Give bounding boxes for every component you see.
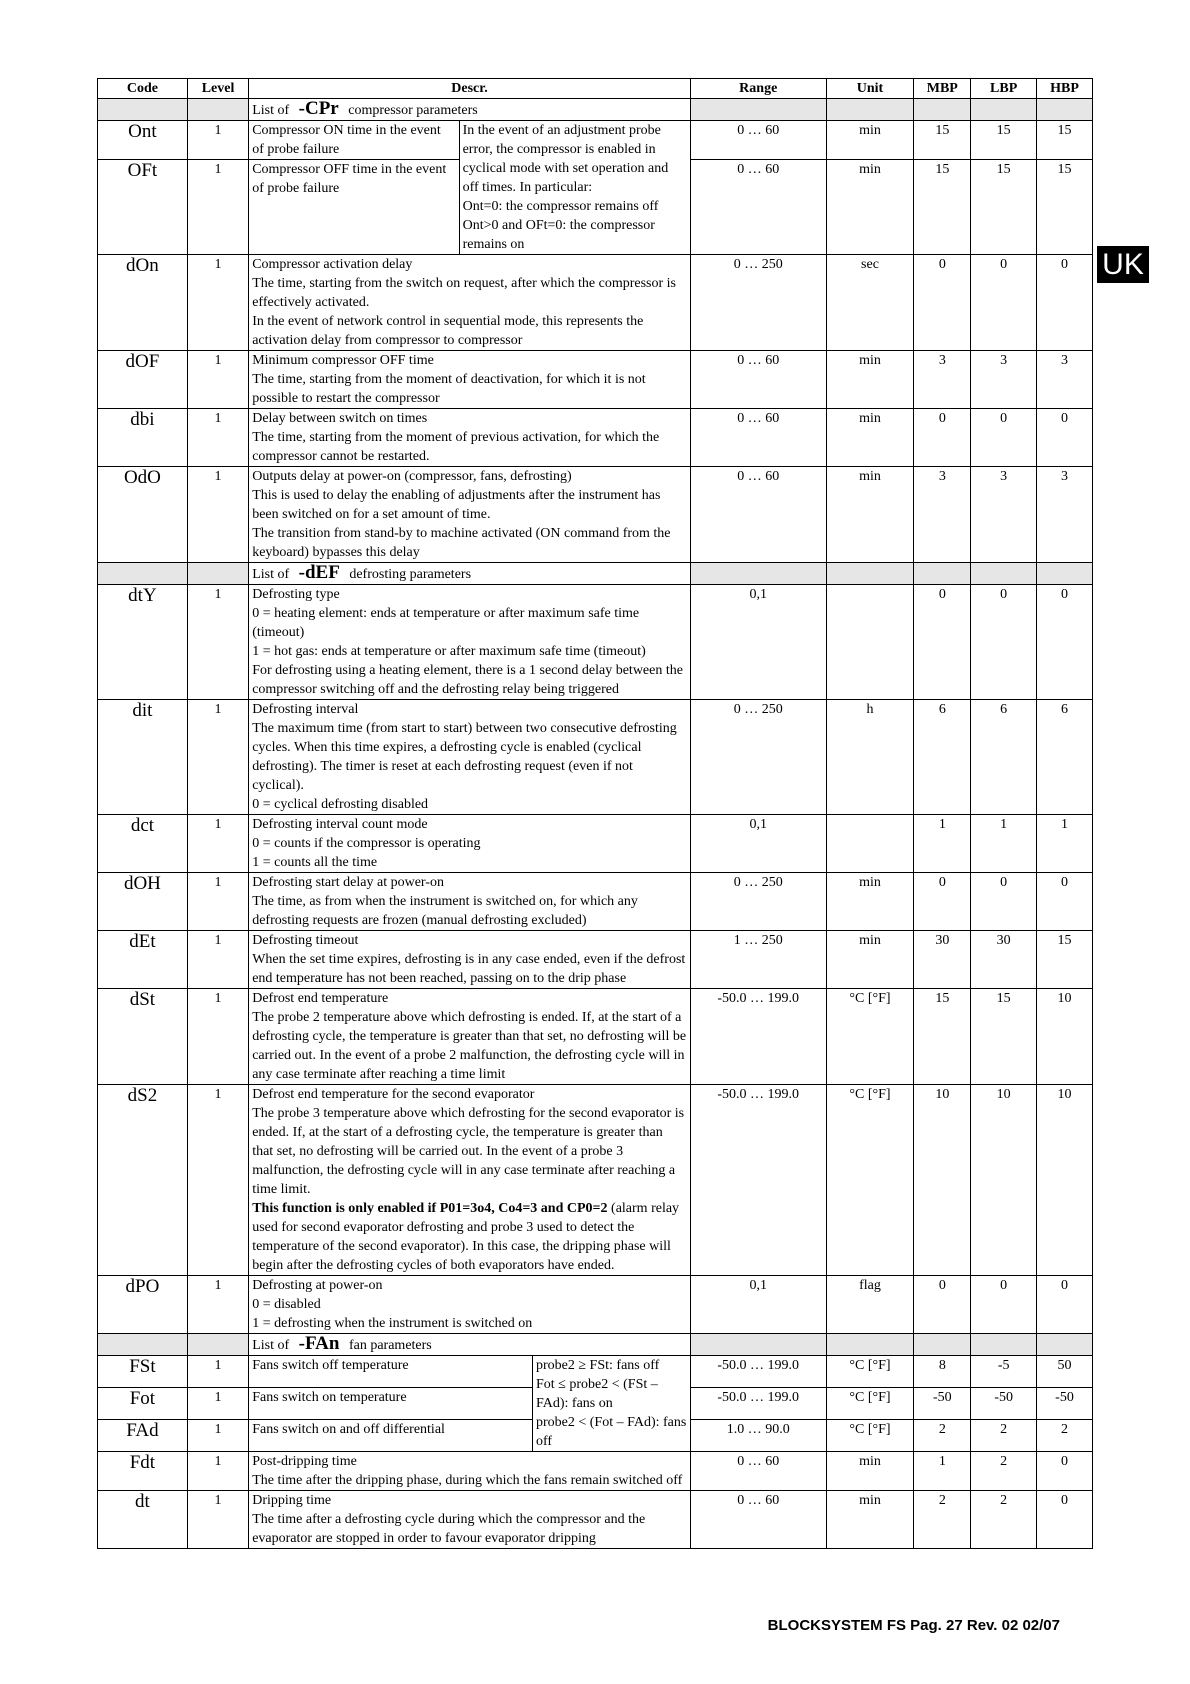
param-hbp: 10 [1037, 989, 1093, 1085]
param-descr: Outputs delay at power-on (compressor, fans, defrosting) This is used to delay the enabling of adjustments after the instrument has been switched on for a set amount of time. The transition from stand-by to machine activated (ON command from the keyboard) bypasses this delay [249, 467, 691, 563]
param-range: 0 … 60 [690, 409, 826, 467]
param-range: 0 … 250 [690, 873, 826, 931]
param-descr: Defrosting interval The maximum time (from start to start) between two consecutive defrosting cycles. When this time expires, a defrosting cycle is enabled (cyclical defrosting). The timer is reset at each defrosting request (even if not cyclical). 0 = cyclical defrosting disabled [249, 700, 691, 815]
param-row-OdO [98, 467, 1093, 563]
param-code: dtY [98, 585, 188, 700]
param-code: dOF [98, 351, 188, 409]
param-unit: min [826, 160, 914, 255]
param-code: dOn [98, 255, 188, 351]
param-descr: Post-dripping time The time after the dripping phase, during which the fans remain switched off [249, 1452, 691, 1491]
group-header-def [98, 563, 1093, 585]
param-range: 0 … 60 [690, 121, 826, 160]
param-hbp: -50 [1037, 1388, 1093, 1420]
col-level: Level [187, 79, 248, 99]
param-hbp: 3 [1037, 351, 1093, 409]
param-code: dSt [98, 989, 188, 1085]
param-lbp: 3 [971, 467, 1037, 563]
param-descr: Fans switch off temperature [249, 1356, 533, 1388]
param-lbp: 2 [971, 1491, 1037, 1549]
param-range: -50.0 … 199.0 [690, 1388, 826, 1420]
param-mbp: 2 [914, 1420, 971, 1452]
param-mbp: 3 [914, 351, 971, 409]
param-code: OFt [98, 160, 188, 255]
param-level: 1 [187, 1420, 248, 1452]
param-row-dit [98, 700, 1093, 815]
param-level: 1 [187, 700, 248, 815]
param-mbp: 10 [914, 1085, 971, 1276]
param-hbp: 0 [1037, 585, 1093, 700]
shared-note-fans: probe2 ≥ FSt: fans off Fot ≤ probe2 < (FSt – FAd): fans on probe2 < (Fot – FAd): fans off [533, 1356, 691, 1452]
param-lbp: 0 [971, 255, 1037, 351]
param-level: 1 [187, 409, 248, 467]
param-descr: Defrosting at power-on 0 = disabled 1 = defrosting when the instrument is switched on [249, 1276, 691, 1334]
param-level: 1 [187, 1085, 248, 1276]
group-title: List of -dEF defrosting parameters [249, 563, 691, 585]
param-unit: min [826, 351, 914, 409]
param-unit: min [826, 467, 914, 563]
param-hbp: 50 [1037, 1356, 1093, 1388]
param-range: -50.0 … 199.0 [690, 1085, 826, 1276]
param-range: 0 … 60 [690, 467, 826, 563]
param-descr: Defrost end temperature The probe 2 temperature above which defrosting is ended. If, at the start of a defrosting cycle, the temperature is greater than that set, no defrosting will be carried out. In the event of a probe 2 malfunction, the defrosting cycle will in any case terminate after reaching a time limit [249, 989, 691, 1085]
param-hbp: 2 [1037, 1420, 1093, 1452]
param-hbp: 1 [1037, 815, 1093, 873]
param-hbp: 15 [1037, 931, 1093, 989]
param-row-dOF [98, 351, 1093, 409]
param-descr: Defrosting type 0 = heating element: ends at temperature or after maximum safe time (timeout) 1 = hot gas: ends at temperature or after maximum safe time (timeout) For defrosting using a heating element, there is a 1 second delay between the compressor switching off and the defrosting relay being triggered [249, 585, 691, 700]
param-lbp: 30 [971, 931, 1037, 989]
param-mbp: 0 [914, 409, 971, 467]
param-unit: °C [°F] [826, 1085, 914, 1276]
param-lbp: 15 [971, 121, 1037, 160]
param-range: 0 … 60 [690, 160, 826, 255]
param-code: Fot [98, 1388, 188, 1420]
param-mbp: 0 [914, 1276, 971, 1334]
param-unit: min [826, 121, 914, 160]
param-hbp: 15 [1037, 160, 1093, 255]
param-row-dOH [98, 873, 1093, 931]
param-mbp: 1 [914, 1452, 971, 1491]
param-code: dt [98, 1491, 188, 1549]
param-level: 1 [187, 1452, 248, 1491]
param-row-Fdt [98, 1452, 1093, 1491]
param-descr: Fans switch on and off differential [249, 1420, 533, 1452]
param-hbp: 6 [1037, 700, 1093, 815]
param-descr: Dripping time The time after a defrosting cycle during which the compressor and the evaporator are stopped in order to favour evaporator dripping [249, 1491, 691, 1549]
param-range: 0 … 60 [690, 1491, 826, 1549]
param-unit: flag [826, 1276, 914, 1334]
param-lbp: 2 [971, 1420, 1037, 1452]
col-range: Range [690, 79, 826, 99]
param-lbp: -50 [971, 1388, 1037, 1420]
param-level: 1 [187, 815, 248, 873]
param-lbp: 6 [971, 700, 1037, 815]
group-header-fan [98, 1334, 1093, 1356]
param-code: dS2 [98, 1085, 188, 1276]
param-unit: min [826, 409, 914, 467]
param-lbp: 1 [971, 815, 1037, 873]
col-hbp: HBP [1037, 79, 1093, 99]
param-range: 0,1 [690, 1276, 826, 1334]
param-mbp: 0 [914, 585, 971, 700]
param-unit: °C [°F] [826, 1356, 914, 1388]
param-row-dct [98, 815, 1093, 873]
param-lbp: 0 [971, 585, 1037, 700]
param-row-dEt [98, 931, 1093, 989]
shared-note-ont-oft: In the event of an adjustment probe error, the compressor is enabled in cyclical mode with set operation and off times. In particular: Ont=0: the compressor remains off Ont>0 and OFt=0: the compressor remains on [459, 121, 690, 255]
param-row-FSt [98, 1356, 1093, 1388]
param-mbp: 15 [914, 989, 971, 1085]
param-level: 1 [187, 931, 248, 989]
param-range: 0 … 60 [690, 1452, 826, 1491]
param-level: 1 [187, 1388, 248, 1420]
param-hbp: 0 [1037, 1276, 1093, 1334]
param-code: OdO [98, 467, 188, 563]
param-descr: Compressor OFF time in the event of probe failure [249, 160, 459, 255]
param-row-dtY [98, 585, 1093, 700]
col-mbp: MBP [914, 79, 971, 99]
param-code: dPO [98, 1276, 188, 1334]
param-unit [826, 585, 914, 700]
param-level: 1 [187, 160, 248, 255]
param-lbp: 10 [971, 1085, 1037, 1276]
param-hbp: 0 [1037, 409, 1093, 467]
param-range: -50.0 … 199.0 [690, 1356, 826, 1388]
param-row-dS2 [98, 1085, 1093, 1276]
param-range: 1.0 … 90.0 [690, 1420, 826, 1452]
param-code: FAd [98, 1420, 188, 1452]
param-code: Ont [98, 121, 188, 160]
language-tab: UK [1097, 246, 1149, 283]
param-unit: h [826, 700, 914, 815]
group-title: List of -FAn fan parameters [249, 1334, 691, 1356]
param-lbp: 3 [971, 351, 1037, 409]
col-descr: Descr. [249, 79, 691, 99]
group-title: List of -CPr compressor parameters [249, 99, 691, 121]
param-hbp: 15 [1037, 121, 1093, 160]
param-mbp: 3 [914, 467, 971, 563]
param-range: 0,1 [690, 585, 826, 700]
param-row-dPO [98, 1276, 1093, 1334]
param-unit: min [826, 873, 914, 931]
param-descr: Defrosting interval count mode 0 = counts if the compressor is operating 1 = counts all the time [249, 815, 691, 873]
param-mbp: 15 [914, 121, 971, 160]
param-code: dct [98, 815, 188, 873]
param-unit: min [826, 1452, 914, 1491]
param-mbp: 2 [914, 1491, 971, 1549]
param-mbp: 0 [914, 873, 971, 931]
param-code: Fdt [98, 1452, 188, 1491]
param-level: 1 [187, 467, 248, 563]
param-range: 0 … 60 [690, 351, 826, 409]
param-code: dit [98, 700, 188, 815]
param-unit: °C [°F] [826, 1388, 914, 1420]
param-descr: Defrosting timeout When the set time expires, defrosting is in any case ended, even if the defrost end temperature has not been reached, passing on to the drip phase [249, 931, 691, 989]
param-lbp: 0 [971, 1276, 1037, 1334]
param-descr: Compressor ON time in the event of probe failure [249, 121, 459, 160]
param-level: 1 [187, 121, 248, 160]
parameter-table [97, 78, 1093, 1549]
param-hbp: 0 [1037, 873, 1093, 931]
param-lbp: -5 [971, 1356, 1037, 1388]
param-level: 1 [187, 989, 248, 1085]
param-row-dSt [98, 989, 1093, 1085]
param-descr: Fans switch on temperature [249, 1388, 533, 1420]
col-code: Code [98, 79, 188, 99]
param-hbp: 0 [1037, 1452, 1093, 1491]
param-hbp: 0 [1037, 255, 1093, 351]
param-unit: min [826, 931, 914, 989]
param-unit [826, 815, 914, 873]
param-mbp: -50 [914, 1388, 971, 1420]
group-header-cpr [98, 99, 1093, 121]
param-code: dbi [98, 409, 188, 467]
param-descr: Defrosting start delay at power-on The time, as from when the instrument is switched on, for which any defrosting requests are frozen (manual defrosting excluded) [249, 873, 691, 931]
param-level: 1 [187, 351, 248, 409]
param-lbp: 15 [971, 989, 1037, 1085]
param-range: 1 … 250 [690, 931, 826, 989]
param-unit: min [826, 1491, 914, 1549]
param-level: 1 [187, 585, 248, 700]
param-row-dOn [98, 255, 1093, 351]
param-unit: °C [°F] [826, 989, 914, 1085]
param-lbp: 0 [971, 873, 1037, 931]
param-level: 1 [187, 1276, 248, 1334]
param-mbp: 8 [914, 1356, 971, 1388]
param-hbp: 10 [1037, 1085, 1093, 1276]
param-mbp: 30 [914, 931, 971, 989]
param-level: 1 [187, 1491, 248, 1549]
param-range: 0,1 [690, 815, 826, 873]
param-level: 1 [187, 873, 248, 931]
param-unit: °C [°F] [826, 1420, 914, 1452]
page-footer: BLOCKSYSTEM FS Pag. 27 Rev. 02 02/07 [767, 1617, 1060, 1634]
param-range: 0 … 250 [690, 700, 826, 815]
param-level: 1 [187, 255, 248, 351]
param-descr: Minimum compressor OFF time The time, starting from the moment of deactivation, for which it is not possible to restart the compressor [249, 351, 691, 409]
param-code: dEt [98, 931, 188, 989]
param-code: FSt [98, 1356, 188, 1388]
param-code: dOH [98, 873, 188, 931]
col-unit: Unit [826, 79, 914, 99]
header-row [98, 79, 1093, 99]
param-lbp: 15 [971, 160, 1037, 255]
param-row-dt [98, 1491, 1093, 1549]
param-hbp: 0 [1037, 1491, 1093, 1549]
param-mbp: 0 [914, 255, 971, 351]
col-lbp: LBP [971, 79, 1037, 99]
param-lbp: 2 [971, 1452, 1037, 1491]
param-descr: Compressor activation delay The time, starting from the switch on request, after which the compressor is effectively activated. In the event of network control in sequential mode, this represents the activation delay from compressor to compressor [249, 255, 691, 351]
param-mbp: 15 [914, 160, 971, 255]
param-row-Ont [98, 121, 1093, 160]
param-mbp: 6 [914, 700, 971, 815]
param-range: 0 … 250 [690, 255, 826, 351]
param-mbp: 1 [914, 815, 971, 873]
param-descr: Defrost end temperature for the second evaporator The probe 3 temperature above which defrosting for the second evaporator is ended. If, at the start of a defrosting cycle, the temperature is greater than that set, no defrosting will be carried out. In the event of a probe 3 malfunction, the defrosting cycle will in any case terminate after reaching a time limit. This function is only enabled if P01=3o4, Co4=3 and CP0=2 (alarm relay used for second evaporator defrosting and probe 3 used to detect the temperature of the second evaporator). In this case, the dripping phase will begin after the defrosting cycles of both evaporators have ended. [249, 1085, 691, 1276]
param-level: 1 [187, 1356, 248, 1388]
param-lbp: 0 [971, 409, 1037, 467]
param-descr: Delay between switch on times The time, starting from the moment of previous activation, for which the compressor cannot be restarted. [249, 409, 691, 467]
param-range: -50.0 … 199.0 [690, 989, 826, 1085]
param-unit: sec [826, 255, 914, 351]
param-row-dbi [98, 409, 1093, 467]
param-hbp: 3 [1037, 467, 1093, 563]
